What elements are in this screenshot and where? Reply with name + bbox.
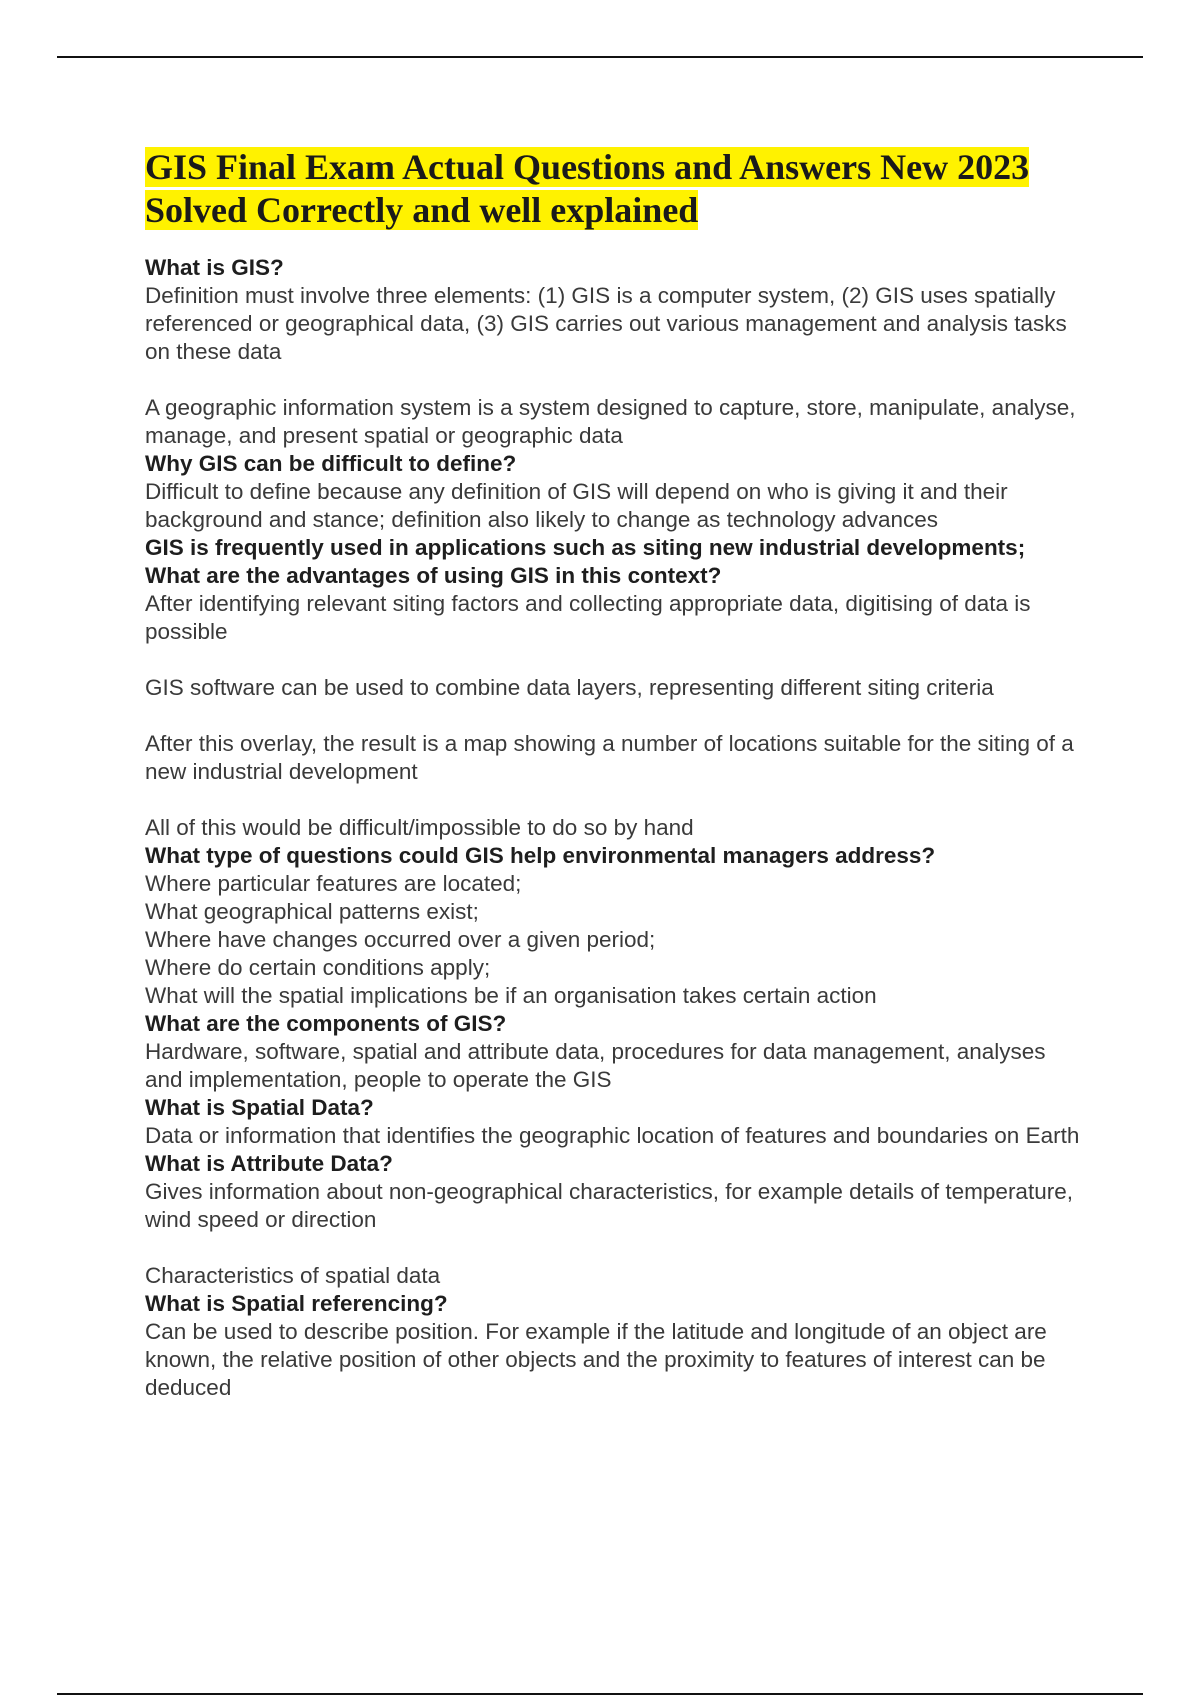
qa-block — [145, 254, 1085, 450]
document-title — [145, 146, 1085, 232]
answer: Data or information that identifies the geographic location of features and boundaries on Earth — [145, 1123, 1080, 1148]
question: Why GIS can be difficult to define? — [145, 451, 517, 476]
answer: Where particular features are located; What geographical patterns exist; Where have changes occurred over a given period; Where do certain conditions apply; What will the spatial implications be if an organisation takes certain action — [145, 871, 877, 1008]
qa-block — [145, 450, 1085, 534]
answer: Definition must involve three elements: (1) GIS is a computer system, (2) GIS uses spatially referenced or geographical data, (3) GIS carries out various management and analysis tasks on these data — [145, 283, 1067, 364]
document-title-line-2: Solved Correctly and well explained — [145, 190, 699, 230]
qa-block — [145, 1150, 1085, 1290]
question: What is Spatial referencing? — [145, 1291, 448, 1316]
answer: GIS software can be used to combine data layers, representing different siting criteria — [145, 675, 994, 700]
qa-block — [145, 1010, 1085, 1094]
answer: All of this would be difficult/impossible to do so by hand — [145, 815, 694, 840]
question: What type of questions could GIS help environmental managers address? — [145, 843, 936, 868]
answer: After this overlay, the result is a map showing a number of locations suitable for the siting of a new industrial development — [145, 731, 1074, 784]
qa-block — [145, 842, 1085, 1010]
question: What is GIS? — [145, 255, 284, 280]
top-divider — [57, 56, 1143, 58]
answer: After identifying relevant siting factors and collecting appropriate data, digitising of data is possible — [145, 591, 1031, 644]
qa-block — [145, 1290, 1085, 1402]
question: What is Attribute Data? — [145, 1151, 393, 1176]
question: GIS is frequently used in applications such as siting new industrial developments; What are the advantages of using GIS in this context? — [145, 535, 1026, 588]
qa-block — [145, 1094, 1085, 1150]
question: What is Spatial Data? — [145, 1095, 374, 1120]
answer: Characteristics of spatial data — [145, 1263, 441, 1288]
document-title-line-1: GIS Final Exam Actual Questions and Answers New 2023 — [145, 147, 1030, 187]
answer: Can be used to describe position. For example if the latitude and longitude of an object are known, the relative position of other objects and the proximity to features of interest can be deduced — [145, 1319, 1047, 1400]
answer: Difficult to define because any definition of GIS will depend on who is giving it and their background and stance; definition also likely to change as technology advances — [145, 479, 1008, 532]
document-body — [145, 146, 1085, 1402]
question: What are the components of GIS? — [145, 1011, 507, 1036]
answer: Hardware, software, spatial and attribute data, procedures for data management, analyses and implementation, people to operate the GIS — [145, 1039, 1046, 1092]
qa-block — [145, 534, 1085, 842]
bottom-divider — [57, 1693, 1143, 1695]
answer: Gives information about non-geographical characteristics, for example details of temperature, wind speed or direction — [145, 1179, 1073, 1232]
answer: A geographic information system is a system designed to capture, store, manipulate, analyse, manage, and present spatial or geographic data — [145, 395, 1076, 448]
